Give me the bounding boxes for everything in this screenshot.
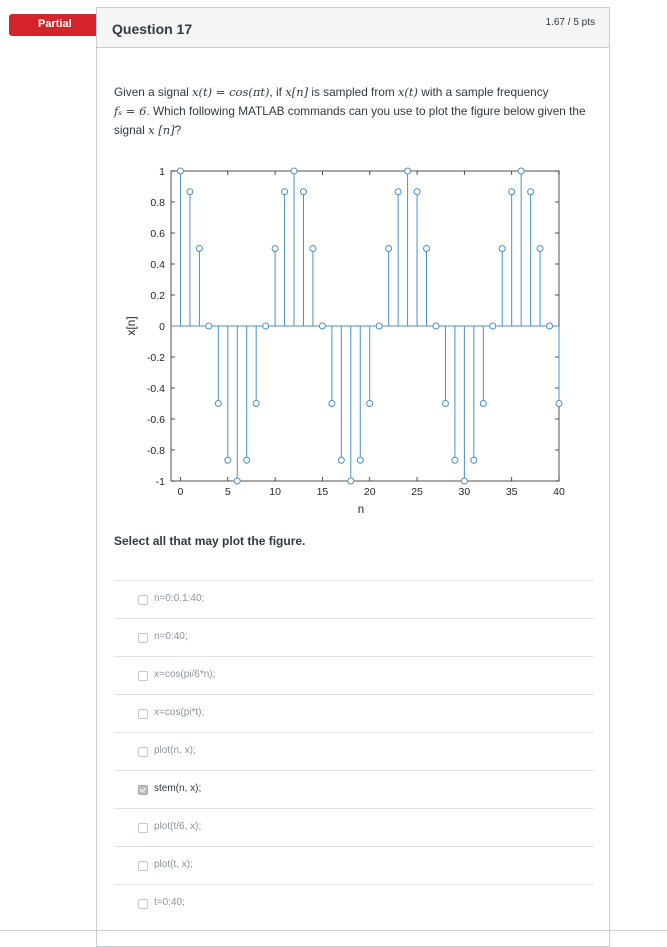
answer-option[interactable]: [114, 694, 594, 732]
stem-marker: [547, 323, 553, 329]
stem-marker: [310, 246, 316, 252]
checkbox[interactable]: [138, 747, 148, 757]
y-axis-label: x[n]: [124, 316, 138, 336]
stem-marker: [357, 457, 363, 463]
stem-marker: [272, 246, 278, 252]
question-title: Question 17: [112, 21, 193, 37]
x-tick-label: 40: [553, 486, 565, 498]
y-tick-label: 0.8: [150, 197, 165, 209]
stem-marker: [244, 457, 250, 463]
question-text-part: Given a signal: [114, 85, 193, 99]
sample-frequency: fₛ = 6: [114, 104, 147, 118]
y-tick-label: 0.2: [150, 290, 165, 302]
y-tick-label: 1: [159, 166, 165, 178]
stem-marker: [282, 189, 288, 195]
stem-marker: [509, 189, 515, 195]
partial-badge-label: Partial: [38, 18, 72, 30]
x-tick-label: 25: [411, 486, 423, 498]
stem-marker: [300, 189, 306, 195]
answer-option[interactable]: [114, 808, 594, 846]
question-text-part: with a sample frequency: [418, 85, 549, 99]
answer-option[interactable]: [114, 846, 594, 884]
stem-marker: [556, 401, 562, 407]
stem-marker: [433, 323, 439, 329]
y-tick-label: 0.4: [150, 259, 165, 271]
stem-marker: [528, 189, 534, 195]
x-tick-label: 5: [224, 486, 231, 498]
checkbox[interactable]: [138, 823, 148, 833]
stem-marker: [196, 246, 202, 252]
stem-marker: [319, 323, 325, 329]
question-text-part: . Which following MATLAB commands can you use to plot the figure below given the signal: [114, 104, 586, 137]
answer-option[interactable]: [114, 770, 594, 808]
y-tick-label: -0.6: [146, 414, 165, 426]
question-text: [114, 83, 594, 140]
x-axis-label: n: [357, 504, 365, 516]
y-tick-label: -0.8: [146, 445, 165, 457]
answer-label: n=0:40;: [154, 631, 188, 642]
stem-marker: [338, 457, 344, 463]
stem-marker: [490, 323, 496, 329]
stem-marker: [452, 457, 458, 463]
y-tick-label: 0.6: [150, 228, 165, 240]
stem-marker: [187, 189, 193, 195]
answer-label: plot(t/6, x);: [154, 821, 202, 832]
page-divider: [0, 930, 667, 931]
signal-formula: x(t) = cos(πt): [192, 85, 270, 99]
answer-label: plot(t, x);: [154, 859, 193, 870]
x-tick-label: 30: [458, 486, 471, 498]
checkbox[interactable]: [138, 671, 148, 681]
stem-marker: [461, 478, 467, 484]
y-tick-label: -1: [155, 476, 165, 488]
stem-marker: [367, 401, 373, 407]
answer-label: x=cos(pi/6*n);: [154, 669, 216, 680]
checkbox[interactable]: [138, 633, 148, 643]
stem-marker: [518, 168, 524, 174]
answer-list: [114, 580, 594, 922]
stem-marker: [480, 401, 486, 407]
stem-marker: [225, 457, 231, 463]
x-tick-label: 0: [177, 486, 184, 498]
answer-label: plot(n, x);: [154, 745, 196, 756]
partial-badge: [9, 14, 97, 36]
answer-label: x=cos(pi*t);: [154, 707, 205, 718]
answer-label: stem(n, x);: [154, 783, 202, 794]
stem-marker: [424, 246, 430, 252]
stem-marker: [329, 401, 335, 407]
sampled-signal: x [n]: [148, 123, 175, 137]
stem-plot-figure: [111, 158, 565, 528]
x-tick-label: 15: [316, 486, 329, 498]
stem-marker: [253, 401, 259, 407]
stem-marker: [348, 478, 354, 484]
checkbox[interactable]: [138, 595, 148, 605]
answer-option[interactable]: [114, 656, 594, 694]
stem-marker: [234, 478, 240, 484]
stem-marker: [395, 189, 401, 195]
x-tick-label: 20: [363, 486, 376, 498]
question-text-part: is sampled from: [308, 85, 398, 99]
y-tick-label: 0: [159, 321, 165, 333]
checkbox[interactable]: [138, 861, 148, 871]
checked-checkbox[interactable]: [138, 785, 148, 795]
y-tick-label: -0.2: [146, 352, 165, 364]
stem-marker: [442, 401, 448, 407]
stem-marker: [263, 323, 269, 329]
question-card: [96, 7, 610, 947]
answer-label: t=0:40;: [154, 897, 185, 908]
stem-marker: [386, 246, 392, 252]
stem-marker: [471, 457, 477, 463]
sampled-signal: x[n]: [285, 85, 309, 99]
x-tick-label: 35: [505, 486, 518, 498]
stem-marker: [215, 401, 221, 407]
checkbox[interactable]: [138, 899, 148, 909]
answer-option[interactable]: [114, 618, 594, 656]
y-tick-label: -0.4: [146, 383, 165, 395]
instruction-text: Select all that may plot the figure.: [114, 534, 306, 548]
checkbox[interactable]: [138, 709, 148, 719]
stem-marker: [414, 189, 420, 195]
question-points: 1.67 / 5 pts: [545, 17, 595, 28]
stem-marker: [376, 323, 382, 329]
x-tick-label: 10: [269, 486, 281, 498]
continuous-signal: x(t): [397, 85, 419, 99]
stem-marker: [291, 168, 297, 174]
question-header: [97, 8, 609, 48]
stem-marker: [499, 246, 505, 252]
question-text-part: , if: [269, 85, 286, 99]
stem-marker: [405, 168, 411, 174]
stem-marker: [177, 168, 183, 174]
stem-marker: [206, 323, 212, 329]
answer-option[interactable]: [114, 884, 594, 922]
answer-label: n=0:0.1:40;: [154, 593, 205, 604]
answer-option[interactable]: [114, 732, 594, 770]
stem-marker: [537, 246, 543, 252]
question-text-part: ?: [174, 123, 182, 137]
answer-option[interactable]: [114, 580, 594, 618]
